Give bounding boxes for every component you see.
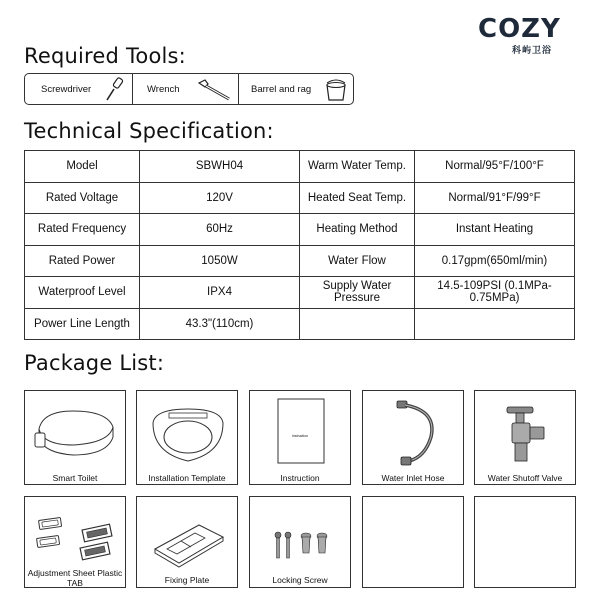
package-item-label: Installation Template — [148, 473, 226, 483]
table-row — [25, 277, 575, 309]
spec-value: 0.17gpm(650ml/min) — [415, 245, 575, 277]
package-item-adjustment-sheet — [24, 496, 126, 588]
spec-value: Instant Heating — [415, 214, 575, 246]
water-hose-icon — [391, 397, 441, 469]
shutoff-valve-icon — [503, 401, 551, 467]
package-item-instruction — [249, 390, 351, 485]
spec-label: Model — [25, 151, 140, 183]
spec-label: Water Flow — [300, 245, 415, 277]
spec-label: Rated Power — [25, 245, 140, 277]
tool-barrel-rag — [239, 74, 353, 104]
spec-label: Supply Water Pressure — [300, 277, 415, 309]
package-item-label: Fixing Plate — [164, 575, 210, 585]
spec-value: SBWH04 — [140, 151, 300, 183]
screwdriver-icon — [103, 77, 129, 103]
tool-screwdriver — [25, 74, 133, 104]
locking-screw-icon — [268, 529, 334, 565]
tool-label: Wrench — [147, 83, 180, 95]
spec-label: Heated Seat Temp. — [300, 182, 415, 214]
spec-title: Technical Specification: — [24, 119, 274, 143]
tool-label: Screwdriver — [41, 83, 92, 95]
brand-subtitle: 科屿卫浴 — [512, 45, 553, 55]
spec-value: 60Hz — [140, 214, 300, 246]
package-item-installation-template — [136, 390, 238, 485]
brand-name: COZY — [478, 14, 561, 44]
package-title: Package List: — [24, 351, 165, 375]
table-row — [25, 308, 575, 340]
package-item-fixing-plate — [136, 496, 238, 588]
spec-label: Rated Voltage — [25, 182, 140, 214]
wrench-icon — [195, 77, 235, 103]
tools-title: Required Tools: — [24, 44, 186, 68]
package-item-water-shutoff-valve — [474, 390, 576, 485]
package-item-smart-toilet — [24, 390, 126, 485]
tool-wrench — [133, 74, 239, 104]
package-item-empty — [474, 496, 576, 588]
spec-label — [300, 308, 415, 340]
fixing-plate-icon — [147, 511, 231, 571]
package-item-locking-screw — [249, 496, 351, 588]
spec-label: Warm Water Temp. — [300, 151, 415, 183]
spec-value: 43.3"(110cm) — [140, 308, 300, 340]
package-item-label: Water Inlet Hose — [381, 473, 445, 483]
tools-bar — [24, 73, 354, 105]
brand-logo — [478, 16, 570, 58]
package-item-label: Water Shutoff Valve — [487, 473, 563, 483]
table-row — [25, 151, 575, 183]
table-row — [25, 182, 575, 214]
spec-value: Normal/91°F/99°F — [415, 182, 575, 214]
spec-label: Rated Frequency — [25, 214, 140, 246]
package-item-label: Instruction — [280, 473, 320, 483]
package-item-water-inlet-hose — [362, 390, 464, 485]
spec-value: 14.5-109PSI (0.1MPa-0.75MPa) — [415, 277, 575, 309]
spec-value: 120V — [140, 182, 300, 214]
tool-label: Barrel and rag — [251, 83, 312, 95]
spec-label: Waterproof Level — [25, 277, 140, 309]
package-item-label: Locking Screw — [272, 575, 328, 585]
package-item-label: Adjustment Sheet Plastic TAB — [27, 568, 123, 588]
package-item-empty — [362, 496, 464, 588]
instruction-cover-text: Instruction — [291, 434, 309, 438]
spec-label: Power Line Length — [25, 308, 140, 340]
bucket-icon — [323, 77, 349, 103]
spec-table — [24, 150, 575, 340]
smart-toilet-icon — [33, 403, 119, 465]
spec-value — [415, 308, 575, 340]
table-row — [25, 245, 575, 277]
spec-label: Heating Method — [300, 214, 415, 246]
table-row — [25, 214, 575, 246]
spec-value: IPX4 — [140, 277, 300, 309]
adjustment-sheet-icon — [33, 509, 121, 565]
package-item-label: Smart Toilet — [52, 473, 98, 483]
spec-value: 1050W — [140, 245, 300, 277]
spec-value: Normal/95°F/100°F — [415, 151, 575, 183]
installation-template-icon — [145, 401, 231, 467]
